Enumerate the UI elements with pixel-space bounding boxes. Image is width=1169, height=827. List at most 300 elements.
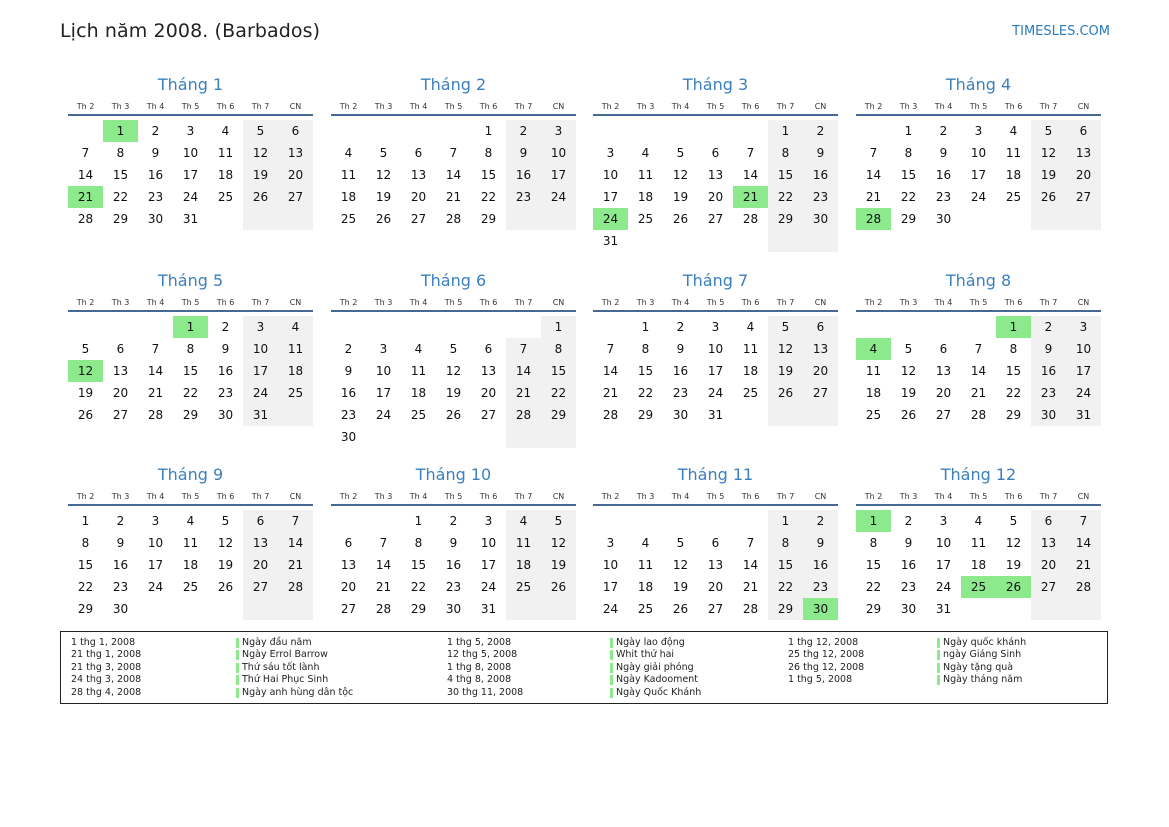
day-cell: 10 [147, 536, 164, 550]
day-cell: 20 [935, 386, 952, 400]
day-cell: 8 [904, 146, 913, 160]
legend-date: 1 thg 5, 2008 [447, 637, 512, 648]
day-cell: 28 [445, 212, 462, 226]
weekend-empty-cell [1031, 208, 1066, 230]
day-cell: 6 [278, 120, 313, 142]
day-cell: 4 [641, 536, 650, 550]
weekday-label: Th 2 [601, 102, 620, 111]
day-cell: 10 [182, 146, 199, 160]
legend-date: 26 thg 12, 2008 [788, 661, 865, 673]
day-cell: 27 [1066, 186, 1101, 208]
day-cell: 18 [865, 386, 882, 400]
day-cell: 1 [414, 514, 423, 528]
month-title: Tháng 2 [420, 75, 487, 94]
day-grid [856, 116, 1101, 230]
weekday-label: Th 6 [741, 102, 760, 111]
day-cell: 12 [900, 364, 917, 378]
holiday-day: 21 [68, 186, 103, 208]
day-cell: 8 [81, 536, 90, 550]
weekday-label: Th 7 [776, 492, 795, 501]
day-cell: 17 [970, 168, 987, 182]
legend-holiday-name: Ngày đầu năm [236, 637, 312, 649]
day-cell: 20 [480, 386, 497, 400]
month-5 [68, 270, 313, 426]
day-cell: 27 [278, 186, 313, 208]
weekday-label: Th 2 [864, 102, 883, 111]
day-cell: 7 [449, 146, 458, 160]
weekend-empty-cell [506, 426, 541, 448]
day-cell: 18 [742, 364, 759, 378]
day-cell: 16 [112, 558, 129, 572]
weekday-label: Th 5 [706, 102, 725, 111]
day-cell: 7 [974, 342, 983, 356]
day-cell: 29 [768, 598, 803, 620]
day-cell: 20 [707, 190, 724, 204]
day-cell: 22 [637, 386, 654, 400]
day-cell: 8 [768, 142, 803, 164]
day-cell: 28 [970, 408, 987, 422]
day-cell: 3 [186, 124, 195, 138]
day-cell: 19 [77, 386, 94, 400]
weekday-label: CN [552, 298, 565, 307]
month-title: Tháng 5 [157, 271, 224, 290]
day-cell: 11 [278, 338, 313, 360]
day-cell: 30 [112, 602, 129, 616]
day-cell: 2 [116, 514, 125, 528]
weekend-empty-cell [768, 404, 803, 426]
day-cell: 2 [344, 342, 353, 356]
day-cell: 4 [414, 342, 423, 356]
day-cell: 25 [637, 602, 654, 616]
day-cell: 12 [243, 142, 278, 164]
day-cell: 13 [112, 364, 129, 378]
day-cell: 5 [676, 536, 685, 550]
day-cell: 26 [541, 576, 576, 598]
day-cell: 10 [243, 338, 278, 360]
holiday-day: 12 [68, 360, 103, 382]
day-cell: 16 [147, 168, 164, 182]
day-cell: 24 [375, 408, 392, 422]
weekday-label: Th 4 [146, 298, 165, 307]
day-cell: 2 [1031, 316, 1066, 338]
day-cell: 22 [410, 580, 427, 594]
day-cell: 12 [541, 532, 576, 554]
day-cell: 7 [1066, 510, 1101, 532]
day-cell: 18 [1005, 168, 1022, 182]
day-grid [593, 312, 838, 426]
holiday-day: 1 [103, 120, 138, 142]
weekend-empty-cell [506, 598, 541, 620]
day-grid [68, 312, 313, 426]
day-cell: 19 [375, 190, 392, 204]
weekday-label: Th 6 [479, 492, 498, 501]
weekday-label: Th 2 [76, 102, 95, 111]
day-cell: 23 [803, 576, 838, 598]
day-cell: 17 [243, 360, 278, 382]
day-cell: 31 [243, 404, 278, 426]
weekday-label: Th 6 [216, 298, 235, 307]
weekday-header [331, 490, 576, 506]
weekday-label: Th 7 [1039, 492, 1058, 501]
day-cell: 29 [480, 212, 497, 226]
weekday-label: Th 6 [216, 102, 235, 111]
day-cell: 20 [278, 164, 313, 186]
day-cell: 24 [480, 580, 497, 594]
legend-holiday-name: Ngày giải phóng [610, 662, 694, 674]
legend-holiday-name: Ngày anh hùng dân tộc [236, 687, 353, 699]
month-title: Tháng 12 [940, 465, 1017, 484]
month-10 [331, 464, 576, 620]
weekday-label: CN [289, 102, 302, 111]
day-cell: 19 [768, 360, 803, 382]
weekday-label: Th 3 [636, 492, 655, 501]
legend-holiday-name: Ngày lao động [610, 637, 685, 649]
weekday-label: Th 4 [409, 492, 428, 501]
day-cell: 27 [410, 212, 427, 226]
day-cell: 29 [112, 212, 129, 226]
weekday-label: Th 7 [1039, 102, 1058, 111]
legend-holiday-name: ngày Giáng Sinh [937, 649, 1021, 661]
day-cell: 23 [340, 408, 357, 422]
day-grid [331, 116, 576, 230]
day-cell: 20 [340, 580, 357, 594]
weekday-label: Th 5 [181, 298, 200, 307]
weekday-label: Th 6 [1004, 298, 1023, 307]
day-cell: 2 [803, 120, 838, 142]
holiday-day: 4 [856, 338, 891, 360]
legend-holiday-name: Ngày tặng quà [937, 662, 1013, 674]
legend-date: 25 thg 12, 2008 [788, 649, 865, 661]
day-cell: 31 [602, 234, 619, 248]
day-cell: 5 [904, 342, 913, 356]
day-cell: 6 [1066, 120, 1101, 142]
day-cell: 23 [506, 186, 541, 208]
site-link[interactable]: TIMESLES.COM [1012, 24, 1110, 39]
day-cell: 15 [112, 168, 129, 182]
weekday-label: Th 4 [146, 492, 165, 501]
day-cell: 30 [445, 602, 462, 616]
legend-date: 30 thg 11, 2008 [447, 686, 524, 698]
day-cell: 15 [480, 168, 497, 182]
day-cell: 30 [935, 212, 952, 226]
weekday-label: Th 3 [111, 492, 130, 501]
day-cell: 6 [711, 536, 720, 550]
weekday-label: Th 6 [741, 492, 760, 501]
day-cell: 13 [1066, 142, 1101, 164]
day-cell: 14 [77, 168, 94, 182]
day-cell: 11 [217, 146, 234, 160]
day-cell: 18 [340, 190, 357, 204]
day-cell: 28 [602, 408, 619, 422]
day-cell: 5 [449, 342, 458, 356]
day-cell: 6 [414, 146, 423, 160]
day-cell: 5 [541, 510, 576, 532]
weekday-label: Th 3 [899, 492, 918, 501]
weekday-label: Th 7 [776, 102, 795, 111]
day-cell: 19 [900, 386, 917, 400]
day-cell: 1 [541, 316, 576, 338]
day-cell: 31 [480, 602, 497, 616]
day-cell: 21 [147, 386, 164, 400]
weekday-label: CN [814, 298, 827, 307]
day-cell: 20 [243, 554, 278, 576]
day-cell: 18 [410, 386, 427, 400]
day-cell: 14 [865, 168, 882, 182]
day-cell: 17 [375, 386, 392, 400]
day-cell: 3 [151, 514, 160, 528]
day-cell: 5 [768, 316, 803, 338]
day-cell: 7 [606, 342, 615, 356]
day-cell: 11 [182, 536, 199, 550]
day-grid [593, 116, 838, 252]
day-cell: 28 [278, 576, 313, 598]
weekday-label: Th 7 [1039, 298, 1058, 307]
day-cell: 16 [445, 558, 462, 572]
weekend-empty-cell [803, 230, 838, 252]
day-cell: 31 [935, 602, 952, 616]
day-cell: 3 [974, 124, 983, 138]
day-cell: 31 [707, 408, 724, 422]
day-cell: 23 [112, 580, 129, 594]
day-cell: 15 [865, 558, 882, 572]
day-cell: 10 [602, 168, 619, 182]
day-cell: 11 [410, 364, 427, 378]
day-cell: 29 [410, 602, 427, 616]
weekday-label: Th 4 [146, 102, 165, 111]
day-cell: 11 [637, 168, 654, 182]
day-cell: 4 [1009, 124, 1018, 138]
day-cell: 24 [243, 382, 278, 404]
day-cell: 19 [1005, 558, 1022, 572]
day-cell: 3 [1066, 316, 1101, 338]
legend-holiday-name: Ngày tháng năm [937, 674, 1022, 686]
day-cell: 25 [410, 408, 427, 422]
day-cell: 12 [445, 364, 462, 378]
weekday-label: CN [289, 492, 302, 501]
weekday-label: Th 4 [671, 492, 690, 501]
day-cell: 6 [243, 510, 278, 532]
weekday-label: Th 2 [76, 298, 95, 307]
day-cell: 11 [637, 558, 654, 572]
day-cell: 6 [1031, 510, 1066, 532]
day-cell: 29 [182, 408, 199, 422]
day-cell: 27 [112, 408, 129, 422]
day-cell: 21 [445, 190, 462, 204]
day-cell: 28 [77, 212, 94, 226]
day-cell: 16 [803, 164, 838, 186]
day-cell: 8 [869, 536, 878, 550]
weekday-label: Th 5 [706, 298, 725, 307]
day-cell: 9 [116, 536, 125, 550]
day-cell: 13 [1031, 532, 1066, 554]
day-cell: 14 [602, 364, 619, 378]
weekday-label: Th 6 [741, 298, 760, 307]
weekday-label: CN [1077, 298, 1090, 307]
day-cell: 26 [768, 382, 803, 404]
day-cell: 14 [147, 364, 164, 378]
day-cell: 31 [1066, 404, 1101, 426]
weekday-label: Th 5 [969, 492, 988, 501]
day-cell: 20 [707, 580, 724, 594]
day-cell: 16 [803, 554, 838, 576]
weekday-label: Th 3 [111, 102, 130, 111]
day-cell: 4 [641, 146, 650, 160]
day-cell: 11 [742, 342, 759, 356]
day-cell: 31 [182, 212, 199, 226]
day-cell: 10 [935, 536, 952, 550]
day-cell: 29 [541, 404, 576, 426]
day-cell: 7 [151, 342, 160, 356]
weekend-empty-cell [768, 230, 803, 252]
legend-date: 1 thg 8, 2008 [447, 661, 512, 673]
day-cell: 12 [672, 168, 689, 182]
weekday-label: Th 3 [636, 102, 655, 111]
day-cell: 22 [480, 190, 497, 204]
day-cell: 7 [379, 536, 388, 550]
day-cell: 1 [768, 510, 803, 532]
day-cell: 13 [935, 364, 952, 378]
day-cell: 5 [676, 146, 685, 160]
holiday-day: 1 [173, 316, 208, 338]
day-cell: 3 [606, 146, 615, 160]
weekday-header [331, 100, 576, 116]
day-cell: 9 [803, 142, 838, 164]
day-cell: 3 [484, 514, 493, 528]
day-cell: 15 [410, 558, 427, 572]
weekday-label: Th 7 [251, 492, 270, 501]
weekday-header [856, 490, 1101, 506]
day-grid [331, 312, 576, 448]
day-cell: 15 [77, 558, 94, 572]
day-cell: 4 [186, 514, 195, 528]
day-cell: 18 [182, 558, 199, 572]
holiday-day: 30 [803, 598, 838, 620]
day-cell: 17 [602, 190, 619, 204]
day-cell: 15 [637, 364, 654, 378]
day-cell: 28 [375, 602, 392, 616]
day-cell: 24 [935, 580, 952, 594]
day-cell: 22 [768, 576, 803, 598]
day-cell: 23 [147, 190, 164, 204]
day-cell: 9 [151, 146, 160, 160]
day-cell: 12 [672, 558, 689, 572]
day-cell: 10 [480, 536, 497, 550]
day-cell: 7 [506, 338, 541, 360]
day-cell: 9 [221, 342, 230, 356]
day-cell: 13 [243, 532, 278, 554]
legend-date: 21 thg 3, 2008 [71, 661, 142, 673]
day-grid [68, 506, 313, 620]
day-cell: 9 [676, 342, 685, 356]
day-cell: 30 [803, 208, 838, 230]
day-cell: 21 [970, 386, 987, 400]
weekday-label: Th 3 [636, 298, 655, 307]
weekday-header [593, 100, 838, 116]
day-cell: 18 [637, 580, 654, 594]
day-cell: 17 [182, 168, 199, 182]
page-title: Lịch năm 2008. (Barbados) [60, 20, 321, 42]
day-cell: 25 [340, 212, 357, 226]
weekday-header [68, 296, 313, 312]
day-cell: 20 [410, 190, 427, 204]
weekend-empty-cell [1066, 208, 1101, 230]
day-cell: 9 [1031, 338, 1066, 360]
day-cell: 22 [112, 190, 129, 204]
day-cell: 4 [746, 320, 755, 334]
day-cell: 30 [1031, 404, 1066, 426]
day-cell: 15 [1005, 364, 1022, 378]
weekday-label: Th 5 [444, 298, 463, 307]
day-cell: 5 [221, 514, 230, 528]
day-cell: 22 [865, 580, 882, 594]
month-6 [331, 270, 576, 448]
day-cell: 29 [865, 602, 882, 616]
weekday-label: Th 4 [934, 492, 953, 501]
holiday-day: 1 [856, 510, 891, 532]
legend-date: 21 thg 1, 2008 [71, 649, 142, 661]
day-cell: 4 [278, 316, 313, 338]
month-12 [856, 464, 1101, 620]
day-cell: 23 [1031, 382, 1066, 404]
day-cell: 11 [506, 532, 541, 554]
day-cell: 19 [1031, 164, 1066, 186]
weekday-label: Th 3 [374, 102, 393, 111]
day-cell: 5 [1009, 514, 1018, 528]
day-cell: 2 [904, 514, 913, 528]
day-cell: 17 [541, 164, 576, 186]
month-title: Tháng 11 [677, 465, 754, 484]
day-cell: 23 [900, 580, 917, 594]
holiday-legend [60, 631, 1108, 704]
weekday-header [68, 490, 313, 506]
day-cell: 21 [602, 386, 619, 400]
month-title: Tháng 9 [157, 465, 224, 484]
day-cell: 29 [1005, 408, 1022, 422]
day-cell: 3 [606, 536, 615, 550]
day-cell: 19 [217, 558, 234, 572]
day-cell: 10 [375, 364, 392, 378]
day-cell: 28 [742, 212, 759, 226]
day-cell: 14 [445, 168, 462, 182]
month-title: Tháng 4 [945, 75, 1012, 94]
day-cell: 4 [506, 510, 541, 532]
day-cell: 28 [147, 408, 164, 422]
day-cell: 30 [147, 212, 164, 226]
day-cell: 18 [506, 554, 541, 576]
day-cell: 14 [742, 168, 759, 182]
legend-date: 1 thg 5, 2008 [788, 674, 853, 686]
day-cell: 30 [672, 408, 689, 422]
weekday-label: Th 4 [671, 298, 690, 307]
month-title: Tháng 8 [945, 271, 1012, 290]
day-cell: 26 [243, 186, 278, 208]
day-cell: 16 [506, 164, 541, 186]
day-cell: 2 [221, 320, 230, 334]
day-cell: 24 [541, 186, 576, 208]
day-cell: 22 [77, 580, 94, 594]
day-cell: 26 [672, 602, 689, 616]
day-cell: 27 [707, 212, 724, 226]
day-cell: 29 [900, 212, 917, 226]
day-cell: 12 [1005, 536, 1022, 550]
day-cell: 2 [939, 124, 948, 138]
day-cell: 2 [449, 514, 458, 528]
day-cell: 2 [151, 124, 160, 138]
day-cell: 24 [602, 602, 619, 616]
day-cell: 24 [970, 190, 987, 204]
day-cell: 7 [81, 146, 90, 160]
day-cell: 5 [379, 146, 388, 160]
